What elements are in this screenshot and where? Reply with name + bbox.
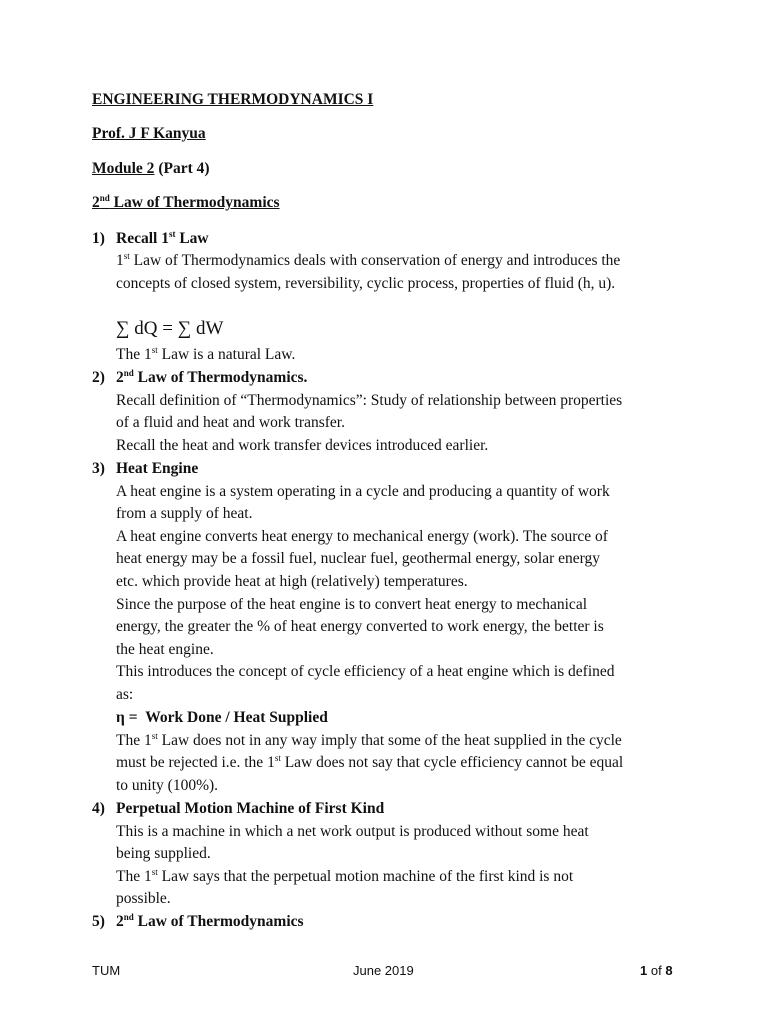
paragraph-line: concepts of closed system, reversibility, cyclic process, properties of fluid (h, u). — [116, 275, 616, 292]
eta-symbol: η — [116, 709, 125, 726]
section-heading: Perpetual Motion Machine of First Kind — [116, 800, 385, 817]
heading-part: 2 — [116, 913, 124, 930]
text-part: The 1 — [116, 732, 152, 749]
text-part: must be rejected i.e. the 1 — [116, 754, 275, 771]
paragraph-line — [116, 753, 623, 773]
paragraph-line: This is a machine in which a net work output is produced without some heat — [116, 823, 589, 840]
section-heading — [116, 368, 307, 388]
module-line — [92, 159, 210, 179]
paragraph-line: to unity (100%). — [116, 777, 219, 794]
paragraph-line: from a supply of heat. — [116, 505, 253, 522]
efficiency-equation: = Work Done / Heat Supplied — [124, 709, 328, 726]
paragraph-line: Recall the heat and work transfer devices introduced earlier. — [116, 437, 489, 454]
section-number: 4) — [92, 800, 105, 817]
heading-part: Recall 1 — [116, 230, 169, 247]
section-number: 1) — [92, 230, 105, 247]
efficiency-formula — [116, 708, 328, 728]
module-label: Module 2 — [92, 160, 155, 177]
module-part: (Part 4) — [154, 160, 210, 177]
heading-part: 2 — [116, 369, 124, 386]
heading-sup: nd — [123, 368, 134, 378]
paragraph-line: This introduces the concept of cycle efficiency of a heat engine which is defined — [116, 663, 615, 680]
paragraph-line: as: — [116, 686, 134, 703]
section-heading — [116, 912, 304, 932]
paragraph-line: heat energy may be a fossil fuel, nuclear fuel, geothermal energy, solar energy — [116, 550, 601, 567]
section-number: 2) — [92, 369, 105, 386]
paragraph-line: Since the purpose of the heat engine is to convert heat energy to mechanical — [116, 596, 588, 613]
heading-sup: st — [168, 229, 176, 239]
text-sup: st — [123, 251, 130, 261]
topic-heading — [92, 193, 280, 213]
topic-sup: nd — [99, 193, 110, 203]
text-part: Law does not say that cycle efficiency cannot be equal — [280, 754, 624, 771]
course-title: ENGINEERING THERMODYNAMICS I — [92, 91, 374, 108]
paragraph-line: of a fluid and heat and work transfer. — [116, 414, 345, 431]
text-part: Law is a natural Law. — [157, 346, 296, 363]
paragraph-line: being supplied. — [116, 845, 211, 862]
text-sup: st — [274, 753, 281, 763]
text-part: The 1 — [116, 346, 152, 363]
paragraph-line: A heat engine is a system operating in a cycle and producing a quantity of work — [116, 483, 610, 500]
heading-sup: nd — [123, 912, 134, 922]
paragraph-line: etc. which provide heat at high (relatively) temperatures. — [116, 573, 468, 590]
author-name: Prof. J F Kanyua — [92, 125, 206, 142]
page-total: 8 — [665, 963, 673, 978]
paragraph-line — [116, 731, 622, 751]
paragraph-line: the heat engine. — [116, 641, 214, 658]
heading-part: Law — [175, 230, 209, 247]
paragraph-line: possible. — [116, 890, 171, 907]
text-part: Law of Thermodynamics deals with conservation of energy and introduces the — [129, 252, 621, 269]
section-number: 3) — [92, 460, 105, 477]
paragraph-line: energy, the greater the % of heat energy converted to work energy, the better is — [116, 618, 604, 635]
heading-part: Law of Thermodynamics. — [133, 369, 308, 386]
text-part: 1 — [116, 252, 124, 269]
page-current: 1 — [640, 963, 648, 978]
paragraph-line — [116, 251, 620, 271]
section-heading — [116, 229, 209, 249]
text-part: The 1 — [116, 868, 152, 885]
heading-part: Law of Thermodynamics — [133, 913, 304, 930]
paragraph-line — [116, 345, 295, 365]
section-heading: Heat Engine — [116, 460, 199, 477]
text-sup: st — [151, 731, 158, 741]
footer-date: June 2019 — [353, 963, 414, 978]
paragraph-line: A heat engine converts heat energy to mechanical energy (work). The source of — [116, 528, 608, 545]
topic-rest: Law of Thermodynamics — [109, 194, 280, 211]
text-part: Law says that the perpetual motion machine of the first kind is not — [157, 868, 574, 885]
page-of: of — [647, 963, 666, 978]
paragraph-line: Recall definition of “Thermodynamics”: Study of relationship between properties — [116, 392, 623, 409]
text-sup: st — [151, 867, 158, 877]
text-part: Law does not in any way imply that some of the heat supplied in the cycle — [157, 732, 622, 749]
page-number — [640, 963, 673, 979]
paragraph-line — [116, 867, 573, 887]
footer-left: TUM — [92, 963, 121, 978]
section-number: 5) — [92, 913, 105, 930]
topic-prefix: 2 — [92, 194, 100, 211]
text-sup: st — [151, 345, 158, 355]
energy-balance-formula: ∑ dQ = ∑ dW — [116, 318, 224, 339]
